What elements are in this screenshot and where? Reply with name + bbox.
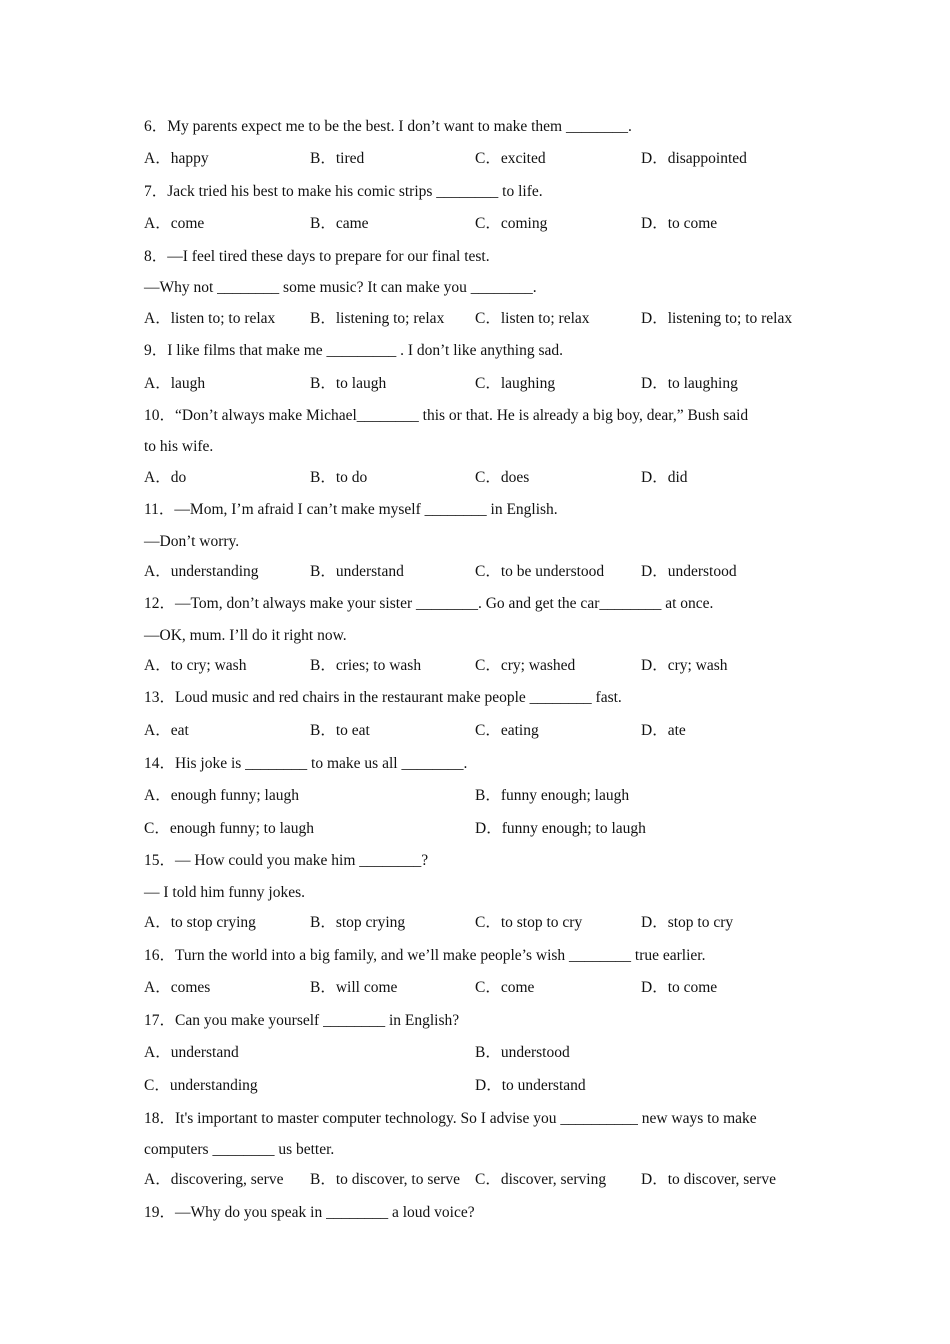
question-15-option-c[interactable]: C．to stop to cry	[475, 914, 583, 931]
question-18-stem-line-2: computers ________ us better.	[144, 1141, 335, 1158]
question-6-option-c[interactable]: C．excited	[475, 150, 546, 167]
question-11-option-c[interactable]: C．to be understood	[475, 563, 605, 580]
question-13-option-d[interactable]: D．ate	[641, 722, 686, 739]
question-8-option-c[interactable]: C．listen to; relax	[475, 310, 590, 327]
question-7-option-b[interactable]: B．came	[310, 215, 369, 232]
question-10-option-b[interactable]: B．to do	[310, 469, 368, 486]
question-17-option-d[interactable]: D．to understand	[475, 1077, 586, 1094]
question-9-option-b[interactable]: B．to laugh	[310, 375, 387, 392]
question-17-option-b[interactable]: B．understood	[475, 1044, 570, 1061]
question-10-option-c[interactable]: C．does	[475, 469, 530, 486]
question-16-option-d[interactable]: D．to come	[641, 979, 718, 996]
question-6-option-b[interactable]: B．tired	[310, 150, 365, 167]
question-19-stem: 19．—Why do you speak in ________ a loud voice?	[144, 1204, 475, 1221]
question-14-option-c[interactable]: C．enough funny; to laugh	[144, 820, 315, 837]
question-16-option-a[interactable]: A．comes	[144, 979, 211, 996]
question-8-stem-line-2: —Why not ________ some music? It can make you ________.	[144, 279, 537, 296]
question-16-option-c[interactable]: C．come	[475, 979, 535, 996]
question-12-option-d[interactable]: D．cry; wash	[641, 657, 728, 674]
question-6-option-a[interactable]: A．happy	[144, 150, 209, 167]
question-17-stem: 17．Can you make yourself ________ in English?	[144, 1012, 460, 1029]
question-13-stem: 13．Loud music and red chairs in the restaurant make people ________ fast.	[144, 689, 622, 706]
question-10-stem: 10．“Don’t always make Michael________ this or that. He is already a big boy, dear,” Bush said	[144, 407, 749, 424]
question-12-stem: 12．—Tom, don’t always make your sister ________. Go and get the car________ at once.	[144, 595, 714, 612]
question-17-option-a[interactable]: A．understand	[144, 1044, 239, 1061]
question-13-option-a[interactable]: A．eat	[144, 722, 189, 739]
question-11-stem-line-2: —Don’t worry.	[144, 533, 240, 550]
question-14-stem: 14．His joke is ________ to make us all ________.	[144, 755, 468, 772]
question-18-option-b[interactable]: B．to discover, to serve	[310, 1171, 461, 1188]
question-11-stem: 11．—Mom, I’m afraid I can’t make myself ________ in English.	[144, 501, 558, 518]
question-8-option-d[interactable]: D．listening to; to relax	[641, 310, 793, 327]
question-8-option-b[interactable]: B．listening to; relax	[310, 310, 445, 327]
question-18-stem: 18．It's important to master computer technology. So I advise you __________ new ways to make	[144, 1110, 757, 1127]
question-14-option-b[interactable]: B．funny enough; laugh	[475, 787, 630, 804]
question-9-stem: 9．I like films that make me _________ . I don’t like anything sad.	[144, 342, 564, 359]
question-7-option-c[interactable]: C．coming	[475, 215, 548, 232]
question-14-option-a[interactable]: A．enough funny; laugh	[144, 787, 299, 804]
question-14-option-d[interactable]: D．funny enough; to laugh	[475, 820, 646, 837]
question-6-option-d[interactable]: D．disappointed	[641, 150, 747, 167]
question-17-option-c[interactable]: C．understanding	[144, 1077, 258, 1094]
question-12-option-a[interactable]: A．to cry; wash	[144, 657, 247, 674]
question-13-option-b[interactable]: B．to eat	[310, 722, 370, 739]
question-12-stem-line-2: —OK, mum. I’ll do it right now.	[144, 627, 347, 644]
question-7-option-a[interactable]: A．come	[144, 215, 205, 232]
question-8-option-a[interactable]: A．listen to; to relax	[144, 310, 276, 327]
question-10-option-d[interactable]: D．did	[641, 469, 688, 486]
question-18-option-a[interactable]: A．discovering, serve	[144, 1171, 284, 1188]
question-16-option-b[interactable]: B．will come	[310, 979, 398, 996]
question-13-option-c[interactable]: C．eating	[475, 722, 539, 739]
question-9-option-a[interactable]: A．laugh	[144, 375, 206, 392]
question-11-option-a[interactable]: A．understanding	[144, 563, 259, 580]
question-8-stem: 8．—I feel tired these days to prepare for our final test.	[144, 248, 490, 265]
question-9-option-c[interactable]: C．laughing	[475, 375, 556, 392]
question-7-stem: 7．Jack tried his best to make his comic strips ________ to life.	[144, 183, 543, 200]
question-16-stem: 16．Turn the world into a big family, and we’ll make people’s wish ________ true earlier.	[144, 947, 706, 964]
question-15-stem-line-2: — I told him funny jokes.	[144, 884, 306, 901]
question-15-stem: 15．— How could you make him ________?	[144, 852, 429, 869]
question-7-option-d[interactable]: D．to come	[641, 215, 718, 232]
question-9-option-d[interactable]: D．to laughing	[641, 375, 738, 392]
question-18-option-c[interactable]: C．discover, serving	[475, 1171, 607, 1188]
question-15-option-a[interactable]: A．to stop crying	[144, 914, 256, 931]
question-12-option-c[interactable]: C．cry; washed	[475, 657, 576, 674]
question-11-option-d[interactable]: D．understood	[641, 563, 737, 580]
question-10-option-a[interactable]: A．do	[144, 469, 187, 486]
question-6-stem: 6．My parents expect me to be the best. I don’t want to make them ________.	[144, 118, 632, 135]
question-18-option-d[interactable]: D．to discover, serve	[641, 1171, 776, 1188]
question-10-stem-line-2: to his wife.	[144, 438, 214, 455]
question-15-option-d[interactable]: D．stop to cry	[641, 914, 734, 931]
question-11-option-b[interactable]: B．understand	[310, 563, 404, 580]
question-12-option-b[interactable]: B．cries; to wash	[310, 657, 422, 674]
question-15-option-b[interactable]: B．stop crying	[310, 914, 406, 931]
